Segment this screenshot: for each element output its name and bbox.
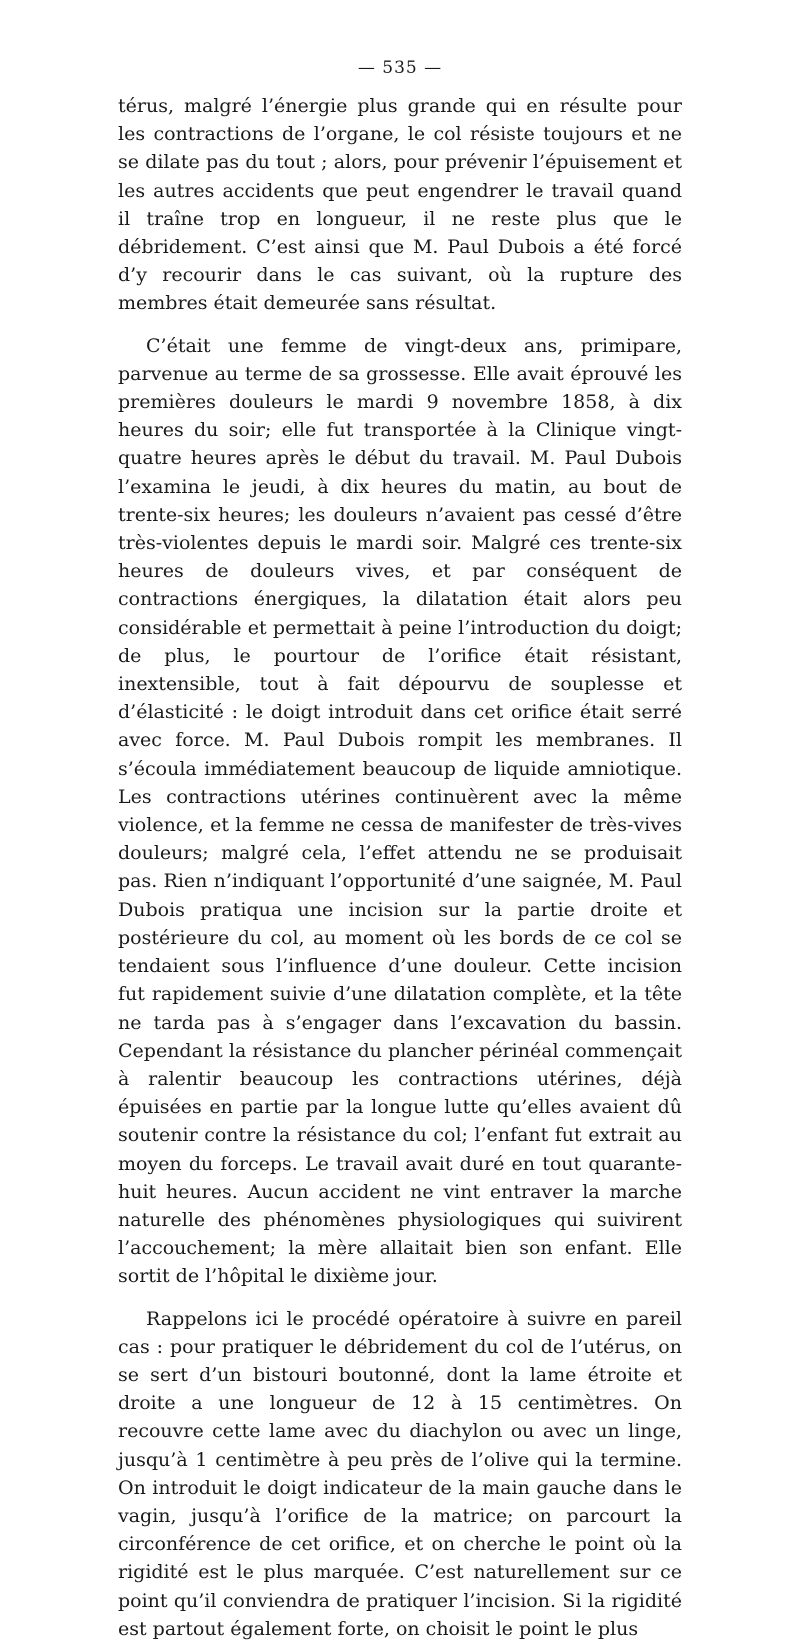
page-number: — 535 — [357,58,443,78]
paragraph-case-report: C’était une femme de vingt-deux ans, primipare, parvenue au terme de sa grossesse. Elle avait éprouvé les premières douleurs le mardi 9 novembre 1858, à dix heures du soir; elle fut transportée à la Clinique vingt-quatre heures après le début du travail. M. Paul Dubois l’examina le jeudi, à dix heures du matin, au bout de trente-six heures; les douleurs n’avaient pas cessé d’être très-violentes depuis le mardi soir. Malgré ces trente-six heures de douleurs vives, et par conséquent de contractions énergiques, la dilatation était alors peu considérable et permettait à peine l’introduction du doigt; de plus, le pourtour de l’orifice était résistant, inextensible, tout à fait dépourvu de souplesse et d’élasticité : le doigt introduit dans cet orifice était serré avec force. M. Paul Dubois rompit les membranes. Il s’écoula immédiatement beaucoup de liquide amniotique. Les contractions utérines continuèrent avec la même violence, et la femme ne cessa de manifester de très-vives douleurs; malgré cela, l’effet attendu ne se produisait pas. Rien n’indiquant l’opportunité d’une saignée, M. Paul Dubois pratiqua une incision sur la partie droite et postérieure du col, au moment où les bords de ce col se tendaient sous l’influence d’une douleur. Cette incision fut rapidement suivie d’une dilatation complète, et la tête ne tarda pas à s’engager dans l’excavation du bassin. Cependant la résistance du plancher périnéal commençait à ralentir beaucoup les contractions utérines, déjà épuisées en partie par la longue lutte qu’elles avaient dû soutenir contre la résistance du col; l’enfant fut extrait au moyen du forceps. Le travail avait duré en tout quarante-huit heures. Aucun accident ne vint entraver la marche naturelle des phénomènes physiologiques qui suivirent l’accouchement; la mère allaitait bien son enfant. Elle sortit de l’hôpital le dixième jour. [118,334,682,1288]
paragraph-procedure: Rappelons ici le procédé opératoire à suivre en pareil cas : pour pratiquer le débridement du col de l’utérus, on se sert d’un bistouri boutonné, dont la lame étroite et droite a une longueur de 12 à 15 centimètres. On recouvre cette lame avec du diachylon ou avec un linge, jusqu’à 1 centimètre à peu près de l’olive qui la termine. On introduit le doigt indicateur de la main gauche dans le vagin, jusqu’à l’orifice de la matrice; on parcourt la circonférence de cet orifice, et on cherche le point où la rigidité est le plus marquée. C’est naturellement sur ce point qu’il conviendra de pratiquer l’incision. Si la rigidité est partout également forte, on choisit le point le plus [118,1307,682,1640]
paragraph-continuation: térus, malgré l’énergie plus grande qui en résulte pour les contractions de l’organe, le col résiste toujours et ne se dilate pas du tout ; alors, pour prévenir l’épuisement et les autres accidents que peut engendrer le travail quand il traîne trop en longueur, il ne reste plus que le débridement. C’est ainsi que M. Paul Dubois a été forcé d’y recourir dans le cas suivant, où la rupture des membres était demeurée sans résultat. [118,95,682,315]
